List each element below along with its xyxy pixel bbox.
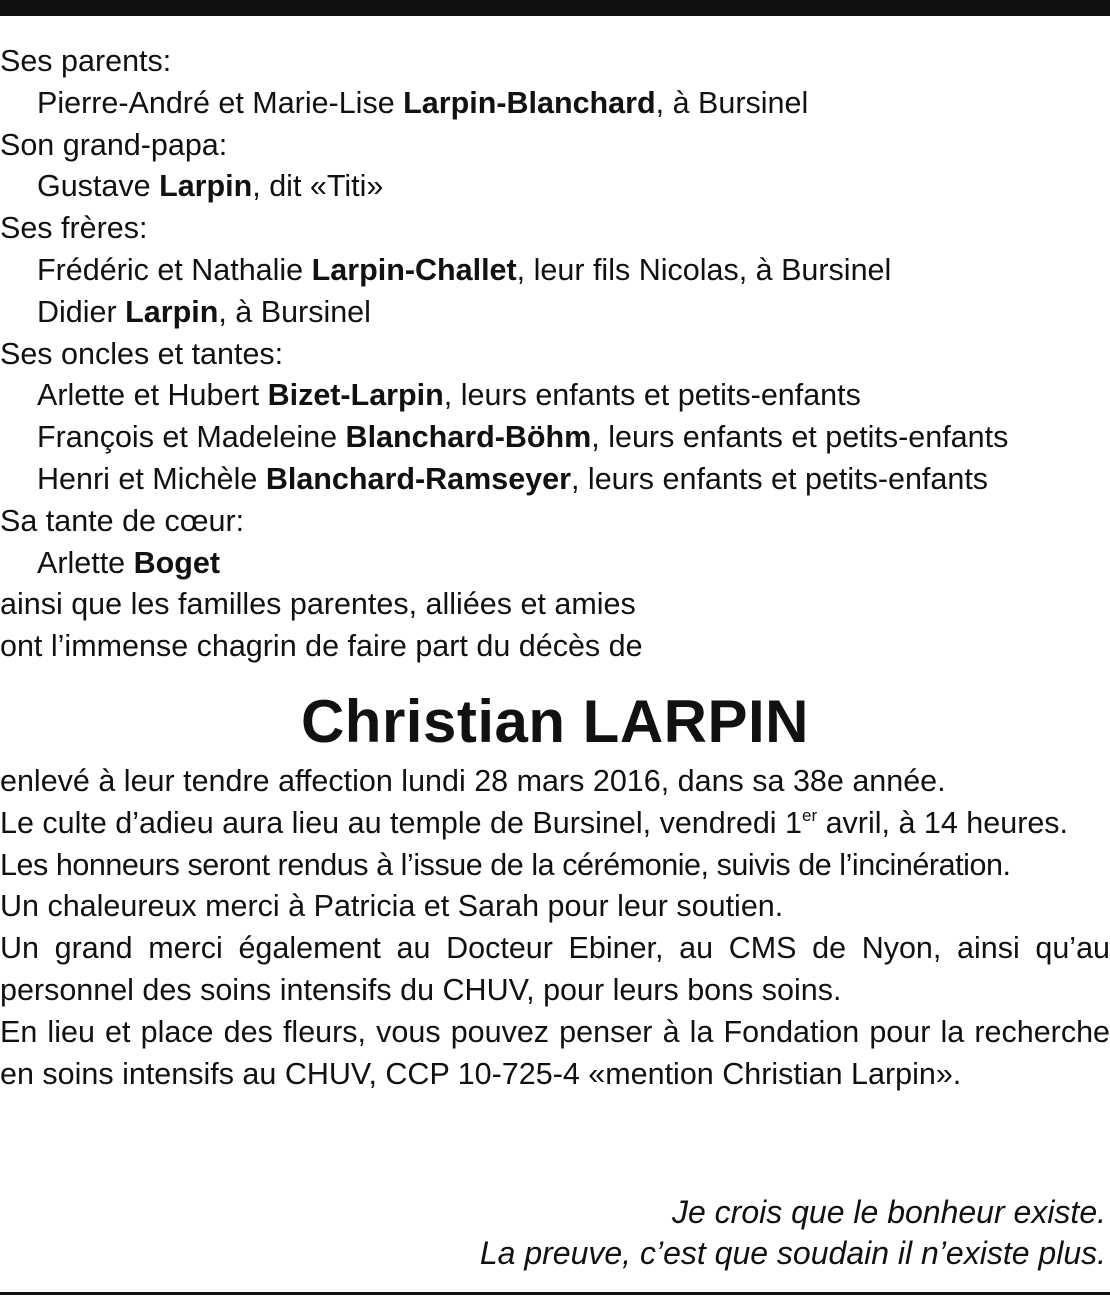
entry-names: Pierre-André et Marie-Lise bbox=[37, 85, 404, 120]
top-rule bbox=[0, 0, 1110, 16]
entry-suffix: , leurs enfants et petits-enfants bbox=[591, 420, 1009, 455]
grandpa-entry bbox=[0, 166, 1110, 208]
brother-entry bbox=[0, 292, 1110, 334]
details-paragraph: Un grand merci également au Docteur Ebiner, au CMS de Nyon, ainsi qu’au personnel des soins intensifs du CHUV, pour leurs bons soins. bbox=[0, 931, 1110, 1007]
entry-suffix: , leurs enfants et petits-enfants bbox=[570, 461, 989, 496]
ordinal-superscript: er bbox=[802, 805, 818, 825]
entry-names: Arlette bbox=[37, 545, 134, 580]
grandpa-label: Son grand-papa: bbox=[0, 127, 228, 162]
entry-surname: Larpin bbox=[125, 294, 219, 329]
details-paragraph bbox=[0, 803, 1110, 845]
closing-line: ont l’immense chagrin de faire part du décès de bbox=[0, 629, 643, 664]
entry-names: Arlette et Hubert bbox=[37, 378, 268, 413]
entry-suffix: , leurs enfants et petits-enfants bbox=[443, 378, 861, 413]
entry-names: François et Madeleine bbox=[37, 420, 346, 455]
service-text: Le culte d’adieu aura lieu au temple de Bursinel, vendredi 1 bbox=[0, 805, 802, 840]
quote-line: La preuve, c’est que soudain il n’existe plus. bbox=[479, 1235, 1106, 1271]
entry-names: Henri et Michèle bbox=[37, 461, 266, 496]
entry-names: Didier bbox=[37, 294, 126, 329]
details-text bbox=[0, 761, 1110, 1095]
entry-surname: Larpin-Blanchard bbox=[403, 85, 656, 120]
entry-surname: Boget bbox=[133, 545, 221, 580]
entry-surname: Blanchard-Böhm bbox=[345, 420, 592, 455]
bottom-rule bbox=[0, 1292, 1110, 1295]
details-paragraph: Les honneurs seront rendus à l’issue de la cérémonie, suivis de l’incinération. bbox=[0, 847, 1011, 882]
entry-names: Gustave bbox=[37, 169, 160, 204]
deceased-name: Christian LARPIN bbox=[300, 688, 810, 755]
family-list bbox=[0, 41, 1110, 668]
parents-entry bbox=[0, 83, 1110, 125]
parents-label: Ses parents: bbox=[0, 44, 172, 78]
entry-surname: Larpin bbox=[159, 169, 253, 204]
entry-suffix: , à Bursinel bbox=[655, 85, 809, 120]
uncle-entry bbox=[0, 375, 1110, 417]
entry-names: Frédéric et Nathalie bbox=[37, 252, 312, 287]
entry-suffix: , dit «Titi» bbox=[252, 169, 384, 204]
details-paragraph: enlevé à leur tendre affection lundi 28 mars 2016, dans sa 38e année. bbox=[0, 764, 946, 798]
aunt-label: Sa tante de cœur: bbox=[0, 503, 245, 538]
entry-suffix: , leur fils Nicolas, à Bursinel bbox=[516, 252, 892, 287]
brothers-label: Ses frères: bbox=[0, 211, 148, 246]
closing-quote bbox=[0, 1192, 1106, 1274]
closing-line: ainsi que les familles parentes, alliées et amies bbox=[0, 587, 636, 622]
uncle-entry bbox=[0, 417, 1110, 459]
aunt-entry bbox=[0, 543, 1110, 585]
entry-surname: Bizet-Larpin bbox=[267, 378, 444, 413]
quote-line: Je crois que le bonheur existe. bbox=[671, 1194, 1106, 1230]
details-paragraph: Un chaleureux merci à Patricia et Sarah pour leur soutien. bbox=[0, 889, 784, 924]
entry-suffix: , à Bursinel bbox=[218, 294, 371, 329]
uncle-entry bbox=[0, 459, 1110, 501]
details-paragraph: En lieu et place des fleurs, vous pouvez penser à la Fondation pour la recherche en soins intensifs au CHUV, CCP 10-725-4 «mention Christian Larpin». bbox=[0, 1014, 1110, 1091]
entry-surname: Larpin-Challet bbox=[311, 252, 517, 287]
service-text: avril, à 14 heures. bbox=[817, 805, 1069, 840]
uncles-label: Ses oncles et tantes: bbox=[0, 336, 284, 371]
brother-entry bbox=[0, 250, 1110, 292]
entry-surname: Blanchard-Ramseyer bbox=[265, 461, 571, 496]
